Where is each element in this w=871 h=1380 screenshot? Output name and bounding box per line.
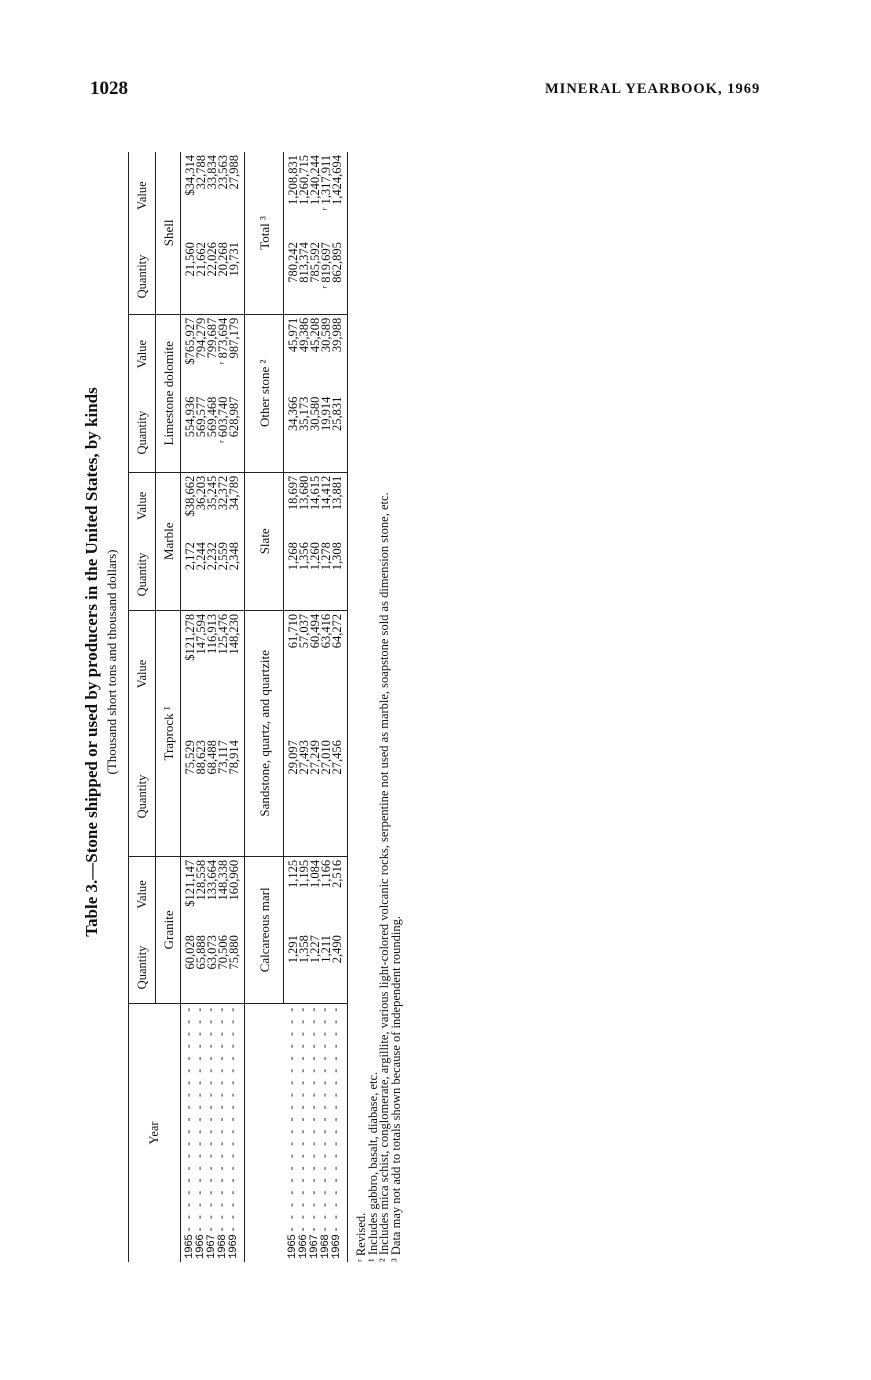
value-cell: 35,245 — [205, 475, 219, 511]
table-title: Table 3.—Stone shipped or used by producers in the United States, by kinds — [82, 387, 101, 937]
quantity-cell: 21,560 — [181, 239, 197, 314]
col-header-value: Value — [129, 314, 156, 393]
quantity-cell: ʳ 603,740 — [218, 394, 229, 473]
value-cell: 57,037 — [297, 613, 311, 649]
quantity-cell: 1,227 — [308, 935, 322, 964]
group-header-total: Total ³ — [245, 152, 284, 314]
dot-leader: - - - - - - - - - - - - - - - - - - - — [309, 1006, 321, 1233]
quantity-cell: 2,490 — [332, 932, 348, 1003]
value-cell: $121,278 — [183, 613, 197, 661]
value-cell: 1,424,694 — [332, 152, 348, 239]
footnote: ³ Data may not add to totals shown because of independent rounding. — [388, 915, 403, 1262]
value-cell: 148,230 — [229, 610, 245, 737]
running-head: MINERAL YEARBOOK, 1969 — [545, 81, 761, 97]
value-cell: 1,240,244 — [308, 155, 322, 205]
value-cell: 60,494 — [308, 613, 322, 649]
group-header-traprock: Traprock ¹ — [156, 610, 181, 856]
value-cell: 125,476 — [216, 613, 230, 655]
value-cell: 147,594 — [194, 613, 208, 655]
quantity-cell: 73,117 — [218, 737, 229, 856]
group-header-limestone-dolomite: Limestone dolomite — [156, 314, 181, 472]
quantity-cell: 65,888 — [194, 935, 208, 970]
quantity-cell: 29,097 — [284, 737, 300, 856]
value-cell: 794,279 — [194, 317, 208, 359]
table-row — [332, 152, 348, 1262]
value-cell: 63,416 — [319, 613, 333, 649]
table-row — [229, 152, 245, 1262]
value-cell: $121,147 — [183, 859, 197, 907]
value-cell: 14,615 — [308, 475, 322, 511]
quantity-cell: 30,580 — [310, 394, 321, 473]
col-header-quantity: Quantity — [129, 394, 156, 473]
quantity-cell: 22,026 — [207, 239, 218, 314]
value-cell: ʳ 873,694 — [216, 317, 230, 365]
dot-leader: - - - - - - - - - - - - - - - - - - - — [195, 1006, 207, 1233]
quantity-cell: 2,244 — [196, 539, 207, 610]
value-cell: 2,516 — [332, 856, 348, 932]
quantity-cell: ʳ 819,697 — [321, 239, 332, 314]
value-cell: 30,589 — [319, 317, 333, 353]
quantity-cell: 569,468 — [207, 394, 218, 473]
quantity-cell: 75,529 — [181, 737, 197, 856]
year-cell: 1968- - - - - - - - - - - - - - - - - - - — [218, 1003, 229, 1262]
year-cell: 1966- - - - - - - - - - - - - - - - - - - — [196, 1003, 207, 1262]
quantity-cell: 75,880 — [229, 932, 245, 1003]
value-cell: 23,563 — [216, 155, 230, 190]
dot-leader: - - - - - - - - - - - - - - - - - - - — [298, 1006, 310, 1233]
group-header-shell: Shell — [156, 152, 181, 314]
quantity-cell: 1,278 — [321, 539, 332, 610]
quantity-cell: 1,358 — [297, 935, 311, 964]
value-cell: 36,203 — [194, 475, 208, 511]
year-cell: 1966- - - - - - - - - - - - - - - - - - - — [299, 1003, 310, 1262]
dot-leader: - - - - - - - - - - - - - - - - - - - — [320, 1006, 332, 1233]
stone-table — [128, 152, 348, 1262]
value-cell: 1,125 — [286, 859, 300, 888]
value-cell: 1,208,831 — [286, 155, 300, 205]
group-header-spacer — [245, 1003, 284, 1262]
quantity-cell: 35,173 — [299, 394, 310, 473]
value-cell: 34,789 — [229, 472, 245, 539]
group-header-row-2 — [245, 152, 284, 1262]
quantity-cell: 27,456 — [332, 737, 348, 856]
col-header-quantity: Quantity — [129, 539, 156, 610]
quantity-cell: 63,073 — [205, 935, 219, 970]
value-cell: 33,834 — [205, 155, 219, 190]
group-header-slate: Slate — [245, 472, 284, 610]
footnote: ʳ Revised. — [354, 1212, 368, 1262]
quantity-cell: 628,987 — [229, 394, 245, 473]
value-cell: 13,881 — [332, 472, 348, 539]
quantity-cell: 25,831 — [332, 394, 348, 473]
value-cell: 49,386 — [297, 317, 311, 353]
quantity-cell: 34,366 — [284, 394, 300, 473]
col-header-value: Value — [129, 152, 156, 239]
year-cell: 1967- - - - - - - - - - - - - - - - - - - — [207, 1003, 218, 1262]
quantity-cell: 785,592 — [310, 239, 321, 314]
col-header-value: Value — [129, 610, 156, 737]
value-cell: 13,680 — [297, 475, 311, 511]
year-cell: 1967- - - - - - - - - - - - - - - - - - - — [310, 1003, 321, 1262]
dot-leader: - - - - - - - - - - - - - - - - - - - — [286, 1006, 299, 1233]
year-cell: 1968- - - - - - - - - - - - - - - - - - - — [321, 1003, 332, 1262]
col-header-value: Value — [129, 472, 156, 539]
quantity-cell: 1,268 — [284, 539, 300, 610]
value-cell: 133,664 — [205, 859, 219, 901]
quantity-cell: 2,232 — [207, 539, 218, 610]
block2-header — [245, 152, 284, 1262]
col-header-value: Value — [129, 856, 156, 932]
quantity-cell: 19,914 — [321, 394, 332, 473]
value-cell: ʳ 1,317,911 — [319, 155, 333, 211]
quantity-cell: 569,577 — [196, 394, 207, 473]
value-cell: 14,412 — [319, 475, 333, 511]
value-cell: $765,927 — [183, 317, 197, 365]
quantity-cell: 1,260 — [310, 539, 321, 610]
quantity-cell: 2,559 — [218, 539, 229, 610]
quantity-cell: 1,291 — [286, 935, 300, 964]
value-cell: 45,208 — [308, 317, 322, 353]
dot-leader: - - - - - - - - - - - - - - - - - - - — [331, 1006, 343, 1233]
group-header-sandstone: Sandstone, quartz, and quartzite — [245, 610, 284, 856]
value-cell: 32,788 — [194, 155, 208, 190]
dot-leader: - - - - - - - - - - - - - - - - - - - — [228, 1006, 240, 1233]
footnote: ² Includes mica schist, conglomerate, argillite, various light-colored volcanic rocks, serpentine not used as marble, soapstone sold as dimension stone, etc. — [377, 492, 391, 1262]
quantity-cell: 27,249 — [310, 737, 321, 856]
page-number: 1028 — [90, 78, 128, 99]
dot-leader: - - - - - - - - - - - - - - - - - - - — [217, 1006, 229, 1233]
value-cell: 45,971 — [286, 317, 300, 353]
value-cell: 799,687 — [205, 317, 219, 359]
value-cell: 128,558 — [194, 859, 208, 901]
group-header-marble: Marble — [156, 472, 181, 610]
value-cell: 116,913 — [205, 613, 219, 655]
quantity-cell: 1,308 — [332, 539, 348, 610]
group-header-other-stone: Other stone ² — [245, 314, 284, 472]
dot-leader: - - - - - - - - - - - - - - - - - - - — [184, 1006, 196, 1233]
quantity-cell: 19,731 — [229, 239, 245, 314]
value-cell: 987,179 — [229, 314, 245, 393]
value-cell: 61,710 — [286, 613, 300, 649]
value-cell: 1,166 — [319, 859, 333, 888]
quantity-cell: 1,211 — [319, 935, 333, 963]
value-cell: 160,960 — [229, 856, 245, 932]
group-header-calcareous-marl: Calcareous marl — [245, 856, 284, 1003]
footnote: ¹ Includes gabbro, basalt, diabase, etc. — [365, 1071, 380, 1262]
column-header-row — [129, 152, 156, 1262]
col-header-quantity: Quantity — [129, 737, 156, 856]
group-header-granite: Granite — [156, 856, 181, 1003]
quantity-cell: 862,895 — [332, 239, 348, 314]
footnotes — [356, 162, 402, 1262]
value-cell: $38,662 — [183, 475, 197, 517]
quantity-cell: 27,493 — [299, 737, 310, 856]
value-cell: 27,988 — [229, 152, 245, 239]
quantity-cell: 88,623 — [196, 737, 207, 856]
value-cell: 1,084 — [308, 859, 322, 888]
value-cell: 1,195 — [297, 859, 311, 888]
quantity-cell: 70,506 — [216, 935, 230, 970]
dot-leader: - - - - - - - - - - - - - - - - - - - — [206, 1006, 218, 1233]
quantity-cell: 554,936 — [181, 394, 197, 473]
value-cell: 18,697 — [286, 475, 300, 511]
year-cell: 1965- - - - - - - - - - - - - - - - - - - — [284, 1003, 300, 1262]
quantity-cell: 813,374 — [299, 239, 310, 314]
col-header-quantity: Quantity — [129, 239, 156, 314]
year-cell: 1969- - - - - - - - - - - - - - - - - - - — [332, 1003, 348, 1262]
year-cell: 1965- - - - - - - - - - - - - - - - - - - — [181, 1003, 197, 1262]
value-cell: $34,314 — [183, 155, 197, 196]
quantity-cell: 1,356 — [299, 539, 310, 610]
value-cell: 39,988 — [332, 314, 348, 393]
quantity-cell: 780,242 — [284, 239, 300, 314]
quantity-cell: 2,172 — [181, 539, 197, 610]
value-cell: 32,372 — [216, 475, 230, 511]
block2-body — [284, 152, 348, 1262]
block1-body — [181, 152, 245, 1262]
quantity-cell: 21,662 — [196, 239, 207, 314]
quantity-cell: 78,914 — [229, 737, 245, 856]
year-cell: 1969- - - - - - - - - - - - - - - - - - - — [229, 1003, 245, 1262]
quantity-cell: 68,488 — [207, 737, 218, 856]
value-cell: 1,260,715 — [297, 155, 311, 205]
value-cell: 64,272 — [332, 610, 348, 737]
year-header: Year — [129, 1003, 181, 1262]
quantity-cell: 20,268 — [218, 239, 229, 314]
col-header-quantity: Quantity — [129, 932, 156, 1003]
value-cell: 148,338 — [216, 859, 230, 901]
quantity-cell: 27,010 — [321, 737, 332, 856]
table-subtitle: (Thousand short tons and thousand dollars) — [104, 549, 119, 775]
rotated-table-block — [80, 62, 410, 1262]
quantity-cell: 60,028 — [183, 935, 197, 970]
quantity-cell: 2,348 — [229, 539, 245, 610]
